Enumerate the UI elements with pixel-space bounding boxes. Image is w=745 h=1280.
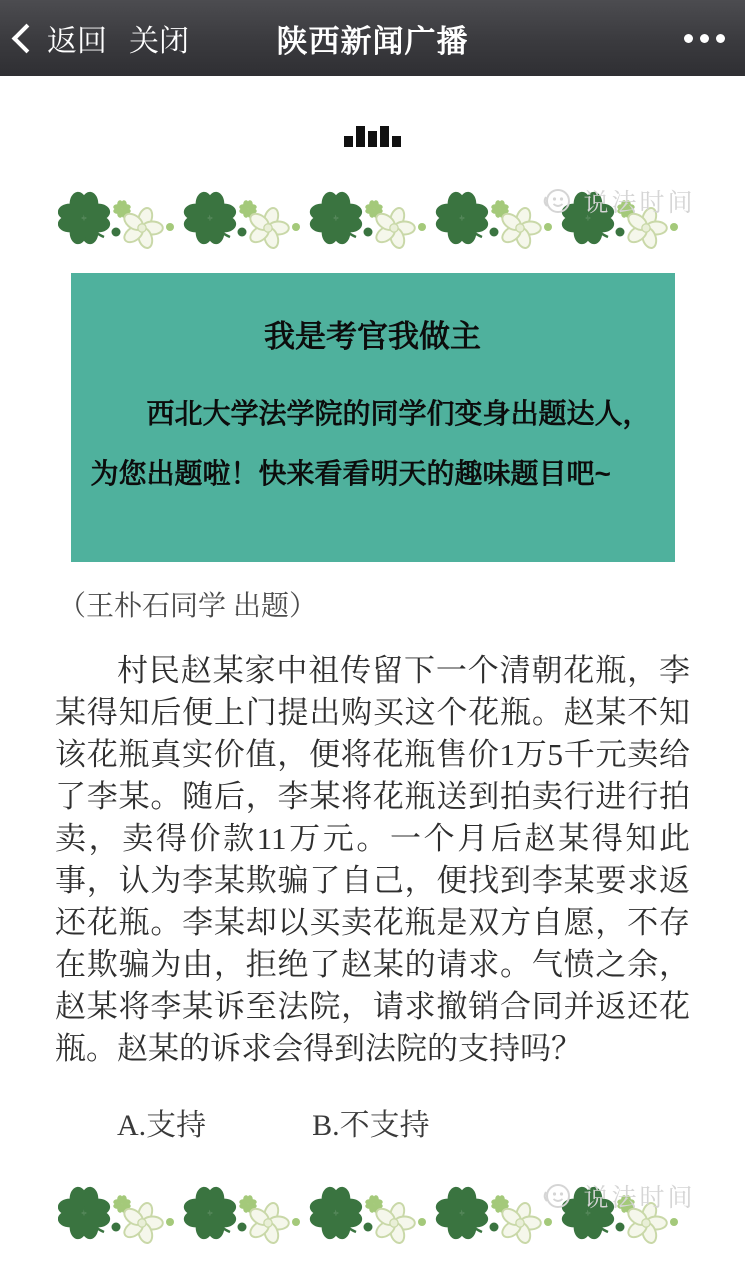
page-title: 陕西新闻广播: [276, 23, 469, 59]
clover-divider-icon: [58, 187, 688, 251]
quiz-card-title: 我是考官我做主: [264, 319, 481, 354]
quiz-card: [71, 273, 675, 562]
options-row: [117, 1100, 690, 1144]
option-b: B.不支持: [312, 1109, 430, 1142]
back-chevron-icon[interactable]: [12, 23, 42, 53]
clover-divider: [58, 1182, 696, 1246]
watermark-text: 说法时间: [583, 189, 696, 217]
clover-divider-icon: [58, 1182, 688, 1246]
ellipsis-icon: [684, 34, 693, 43]
author-line: （王朴石同学 出题）: [58, 591, 318, 622]
clover-divider: [58, 187, 696, 251]
nav-left-group: [0, 16, 211, 60]
watermark-text: 说法时间: [583, 1184, 696, 1212]
question-text: 村民赵某家中祖传留下一个清朝花瓶，李某得知后便上门提出购买这个花瓶。赵某不知该花瓶真实价值，便将花瓶售价1万5千元卖给了李某。随后，李某将花瓶送到拍卖行进行拍卖，卖得价款11万元。一个月后赵某得知此事，认为李某欺骗了自己，便找到李某要求返还花瓶。李某却以买卖花瓶是双方自愿，不存在欺骗为由，拒绝了赵某的请求。气愤之余，赵某将李某诉至法院，请求撤销合同并返还花瓶。赵某的诉求会得到法院的支持吗？: [55, 653, 690, 1066]
more-menu-button[interactable]: [684, 0, 725, 76]
equalizer-bars-icon: [344, 126, 401, 147]
close-button[interactable]: 关闭: [129, 25, 189, 58]
quiz-card-intro: 西北大学法学院的同学们变身出题达人，为您出题啦！快来看看明天的趣味题目吧~: [90, 398, 651, 489]
ellipsis-icon: [700, 34, 709, 43]
navigation-bar: [0, 0, 745, 76]
ellipsis-icon: [716, 34, 725, 43]
back-button[interactable]: 返回: [47, 25, 107, 58]
option-a: A.支持: [117, 1109, 207, 1142]
